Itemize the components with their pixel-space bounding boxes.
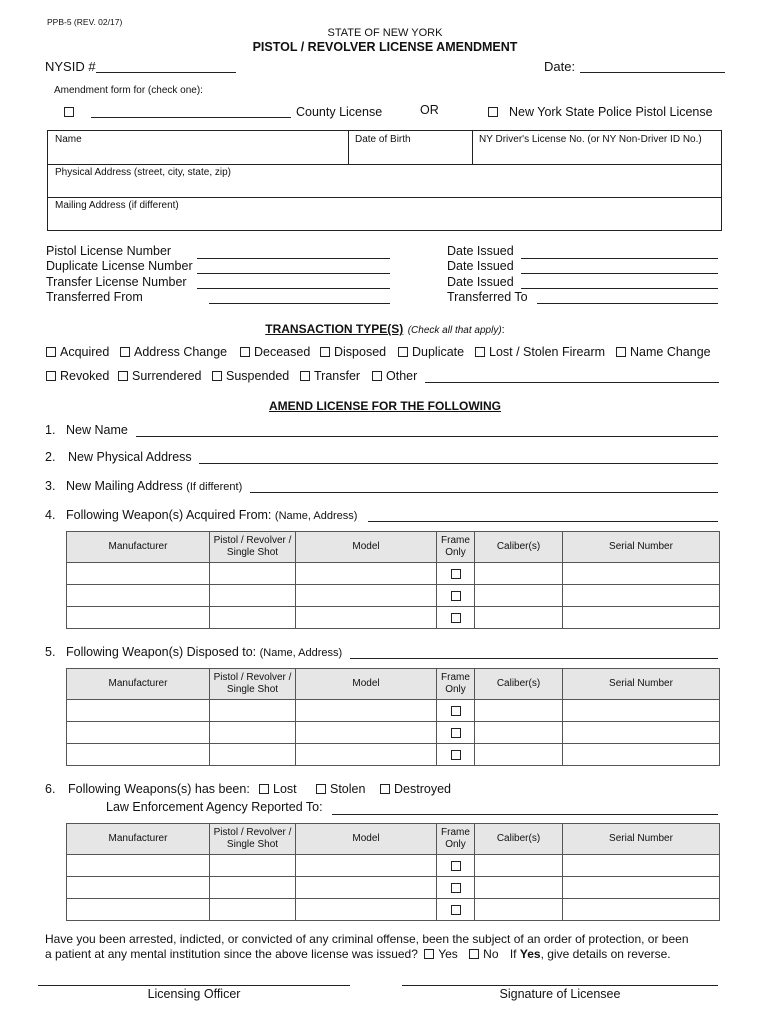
transaction-note: (Check all that apply) — [407, 325, 502, 336]
frame-only-cell — [437, 563, 475, 585]
form-id: PPB-5 (REV. 02/17) — [47, 17, 123, 27]
frame-only-checkbox[interactable] — [451, 905, 461, 915]
question-line-1: Have you been arrested, indicted, or convicted of any criminal offense, been the subject of an order of protection, or been — [45, 932, 689, 946]
checkbox-acquired[interactable]: Acquired — [46, 345, 109, 359]
weapons-acquired-table — [66, 531, 720, 629]
no-checkbox[interactable] — [469, 949, 479, 959]
col-manufacturer: Manufacturer — [67, 669, 210, 700]
col-model: Model — [296, 532, 437, 563]
frame-only-cell — [437, 744, 475, 766]
other-field[interactable] — [425, 382, 719, 383]
checkbox[interactable] — [398, 347, 408, 357]
table-row — [67, 585, 720, 607]
cell[interactable] — [210, 585, 296, 607]
col-caliber: Caliber(s) — [475, 824, 563, 855]
checkbox[interactable] — [320, 347, 330, 357]
col-manufacturer: Manufacturer — [67, 824, 210, 855]
date-label: Date: — [544, 59, 576, 74]
physical-address-field[interactable]: Physical Address (street, city, state, zip) — [55, 167, 231, 178]
frame-only-checkbox[interactable] — [451, 728, 461, 738]
cell[interactable] — [67, 607, 210, 629]
checkbox-destroyed[interactable]: Destroyed — [380, 782, 451, 796]
cell[interactable] — [67, 563, 210, 585]
checkbox[interactable] — [300, 371, 310, 381]
acquired-from-field[interactable] — [368, 521, 718, 522]
cell[interactable] — [296, 700, 437, 722]
checkbox-disposed[interactable]: Disposed — [320, 345, 386, 359]
new-mailing-address-field[interactable] — [250, 492, 718, 493]
cell[interactable] — [210, 563, 296, 585]
table-header-row — [67, 824, 720, 855]
checkbox-surrendered[interactable]: Surrendered — [118, 369, 202, 383]
amendment-for-label: Amendment form for (check one): — [54, 85, 203, 96]
checkbox[interactable] — [46, 371, 56, 381]
cell[interactable] — [67, 877, 210, 899]
item-3-number: 3. — [45, 479, 56, 493]
new-mailing-address-label: New Mailing Address (If different) — [66, 479, 243, 493]
cell[interactable] — [563, 607, 720, 629]
col-pistol-type: Pistol / Revolver / Single Shot — [210, 669, 296, 700]
cell[interactable] — [210, 899, 296, 921]
cell[interactable] — [210, 700, 296, 722]
no-label: No — [483, 947, 499, 961]
checkbox[interactable] — [372, 371, 382, 381]
checkbox-deceased[interactable]: Deceased — [240, 345, 310, 359]
table-row — [67, 563, 720, 585]
date-issued-field-1[interactable] — [521, 258, 718, 259]
page-title: PISTOL / REVOLVER LICENSE AMENDMENT — [252, 40, 518, 54]
table-row — [67, 877, 720, 899]
cell[interactable] — [67, 585, 210, 607]
pistol-license-number-label: Pistol License Number — [46, 244, 172, 258]
frame-only-checkbox[interactable] — [451, 750, 461, 760]
date-issued-label-3: Date Issued — [447, 275, 514, 289]
item-1-number: 1. — [45, 423, 56, 437]
transferred-from-field[interactable] — [209, 303, 390, 304]
col-serial: Serial Number — [563, 532, 720, 563]
cell[interactable] — [475, 877, 563, 899]
table-row — [67, 744, 720, 766]
table-row — [67, 722, 720, 744]
table-row — [67, 899, 720, 921]
date-issued-label-1: Date Issued — [447, 244, 514, 258]
pistol-license-number-field[interactable] — [197, 258, 390, 259]
checkbox-duplicate[interactable]: Duplicate — [398, 345, 464, 359]
cell[interactable] — [210, 855, 296, 877]
amend-heading: AMEND LICENSE FOR THE FOLLOWING — [269, 399, 501, 413]
item-6-number: 6. — [45, 782, 56, 796]
col-serial: Serial Number — [563, 824, 720, 855]
frame-only-cell — [437, 722, 475, 744]
col-caliber: Caliber(s) — [475, 669, 563, 700]
cell[interactable] — [296, 722, 437, 744]
frame-only-checkbox[interactable] — [451, 613, 461, 623]
cell[interactable] — [210, 877, 296, 899]
transaction-heading — [0, 320, 770, 338]
cell[interactable] — [296, 877, 437, 899]
checkbox-name-change[interactable]: Name Change — [616, 345, 711, 359]
acquired-from-label: Following Weapon(s) Acquired From: (Name, Address) — [66, 508, 358, 522]
cell[interactable] — [475, 722, 563, 744]
cell[interactable] — [296, 744, 437, 766]
cell[interactable] — [475, 700, 563, 722]
cell[interactable] — [563, 899, 720, 921]
col-model: Model — [296, 669, 437, 700]
driver-license-field[interactable]: NY Driver's License No. (or NY Non-Driver ID No.) — [479, 134, 702, 145]
transaction-title: TRANSACTION TYPE(S) — [265, 322, 404, 336]
new-name-field[interactable] — [136, 436, 718, 437]
checkbox-address-change[interactable]: Address Change — [120, 345, 227, 359]
cell[interactable] — [563, 744, 720, 766]
date-issued-field-2[interactable] — [521, 273, 718, 274]
disposed-to-field[interactable] — [350, 658, 718, 659]
licensing-officer-label: Licensing Officer — [147, 987, 241, 1001]
cell[interactable] — [563, 585, 720, 607]
date-issued-label-2: Date Issued — [447, 259, 514, 273]
col-pistol-type: Pistol / Revolver / Single Shot — [210, 532, 296, 563]
col-pistol-type: Pistol / Revolver / Single Shot — [210, 824, 296, 855]
checkbox-lost-stolen-firearm[interactable]: Lost / Stolen Firearm — [475, 345, 605, 359]
frame-only-checkbox[interactable] — [451, 883, 461, 893]
col-caliber: Caliber(s) — [475, 532, 563, 563]
yes-label: Yes — [438, 947, 458, 961]
item-4-number: 4. — [45, 508, 56, 522]
checkbox[interactable] — [380, 784, 390, 794]
col-model: Model — [296, 824, 437, 855]
cell[interactable] — [563, 700, 720, 722]
checkbox[interactable] — [475, 347, 485, 357]
divider — [348, 130, 349, 164]
cell[interactable] — [67, 744, 210, 766]
agency-field[interactable] — [332, 814, 718, 815]
checkbox[interactable] — [240, 347, 250, 357]
applicant-info-box — [47, 130, 722, 231]
col-manufacturer: Manufacturer — [67, 532, 210, 563]
transferred-to-field[interactable] — [537, 303, 718, 304]
nysp-license-checkbox[interactable] — [488, 107, 498, 117]
frame-only-checkbox[interactable] — [451, 569, 461, 579]
cell[interactable] — [210, 607, 296, 629]
frame-only-cell — [437, 700, 475, 722]
licensee-signature-line[interactable] — [402, 985, 718, 986]
cell[interactable] — [563, 855, 720, 877]
checkbox[interactable] — [46, 347, 56, 357]
date-issued-field-3[interactable] — [521, 288, 718, 289]
nysp-license-label: New York State Police Pistol License — [509, 105, 713, 119]
cell[interactable] — [296, 607, 437, 629]
checkbox[interactable] — [616, 347, 626, 357]
divider — [472, 130, 473, 164]
transferred-from-label: Transferred From — [46, 290, 143, 304]
item-2-number: 2. — [45, 450, 56, 464]
cell[interactable] — [296, 899, 437, 921]
cell[interactable] — [67, 722, 210, 744]
county-license-checkbox[interactable] — [64, 107, 74, 117]
transfer-license-number-field[interactable] — [197, 288, 390, 289]
cell[interactable] — [475, 855, 563, 877]
col-frame-only: Frame Only — [437, 669, 475, 700]
cell[interactable] — [563, 563, 720, 585]
licensing-officer-signature-line[interactable] — [38, 985, 350, 986]
frame-only-checkbox[interactable] — [451, 706, 461, 716]
duplicate-license-number-label: Duplicate License Number — [46, 259, 193, 273]
nysid-label: NYSID # — [45, 59, 96, 74]
cell[interactable] — [563, 722, 720, 744]
transfer-license-number-label: Transfer License Number — [46, 275, 187, 289]
state-heading: STATE OF NEW YORK — [327, 27, 443, 39]
cell[interactable] — [475, 585, 563, 607]
cell[interactable] — [67, 899, 210, 921]
checkbox-lost[interactable]: Lost — [259, 782, 297, 796]
new-physical-address-label: New Physical Address — [68, 450, 192, 464]
table-header-row — [67, 532, 720, 563]
col-frame-only: Frame Only — [437, 532, 475, 563]
checkbox-stolen[interactable]: Stolen — [316, 782, 365, 796]
cell[interactable] — [475, 899, 563, 921]
weapons-disposed-table — [66, 668, 720, 766]
new-physical-address-field[interactable] — [199, 463, 718, 464]
checkbox[interactable] — [316, 784, 326, 794]
name-field[interactable]: Name — [55, 134, 82, 145]
checkbox[interactable] — [212, 371, 222, 381]
frame-only-checkbox[interactable] — [451, 591, 461, 601]
table-row — [67, 855, 720, 877]
dob-field[interactable]: Date of Birth — [355, 134, 411, 145]
frame-only-checkbox[interactable] — [451, 861, 461, 871]
checkbox[interactable] — [259, 784, 269, 794]
cell[interactable] — [475, 607, 563, 629]
date-field[interactable] — [580, 72, 725, 73]
cell[interactable] — [67, 700, 210, 722]
frame-only-cell — [437, 585, 475, 607]
cell[interactable] — [67, 855, 210, 877]
or-label: OR — [420, 103, 439, 117]
cell[interactable] — [296, 855, 437, 877]
mailing-address-field[interactable]: Mailing Address (if different) — [55, 200, 179, 211]
table-header-row — [67, 669, 720, 700]
item-5-number: 5. — [45, 645, 56, 659]
col-serial: Serial Number — [563, 669, 720, 700]
new-name-label: New Name — [66, 423, 128, 437]
col-frame-only: Frame Only — [437, 824, 475, 855]
agency-label: Law Enforcement Agency Reported To: — [106, 800, 323, 814]
weapons-lost-table — [66, 823, 720, 921]
table-row — [67, 607, 720, 629]
nysid-field[interactable] — [96, 72, 236, 73]
checkbox-suspended[interactable]: Suspended — [212, 369, 289, 383]
frame-only-cell — [437, 607, 475, 629]
cell[interactable] — [475, 563, 563, 585]
licensee-signature-label: Signature of Licensee — [499, 987, 621, 1001]
checkbox-revoked[interactable]: Revoked — [46, 369, 109, 383]
checkbox-other[interactable]: Other — [372, 369, 417, 383]
cell[interactable] — [296, 563, 437, 585]
checkbox[interactable] — [118, 371, 128, 381]
question-line-2: a patient at any mental institution since the above license was issued? Yes No If Yes, give details on reverse. — [45, 947, 671, 961]
duplicate-license-number-field[interactable] — [197, 273, 390, 274]
divider — [47, 164, 722, 165]
checkbox[interactable] — [120, 347, 130, 357]
cell[interactable] — [210, 722, 296, 744]
transaction-colon: : — [501, 324, 505, 336]
cell[interactable] — [563, 877, 720, 899]
checkbox-transfer[interactable]: Transfer — [300, 369, 360, 383]
weapons-status-label: Following Weapons(s) has been: — [68, 782, 250, 796]
cell[interactable] — [210, 744, 296, 766]
county-license-label: County License — [296, 105, 383, 119]
frame-only-cell — [437, 877, 475, 899]
cell[interactable] — [475, 744, 563, 766]
frame-only-cell — [437, 899, 475, 921]
yes-checkbox[interactable] — [424, 949, 434, 959]
county-name-field[interactable] — [91, 117, 291, 118]
transferred-to-label: Transferred To — [447, 290, 528, 304]
divider — [47, 197, 722, 198]
disposed-to-label: Following Weapon(s) Disposed to: (Name, Address) — [66, 645, 343, 659]
cell[interactable] — [296, 585, 437, 607]
table-row — [67, 700, 720, 722]
frame-only-cell — [437, 855, 475, 877]
